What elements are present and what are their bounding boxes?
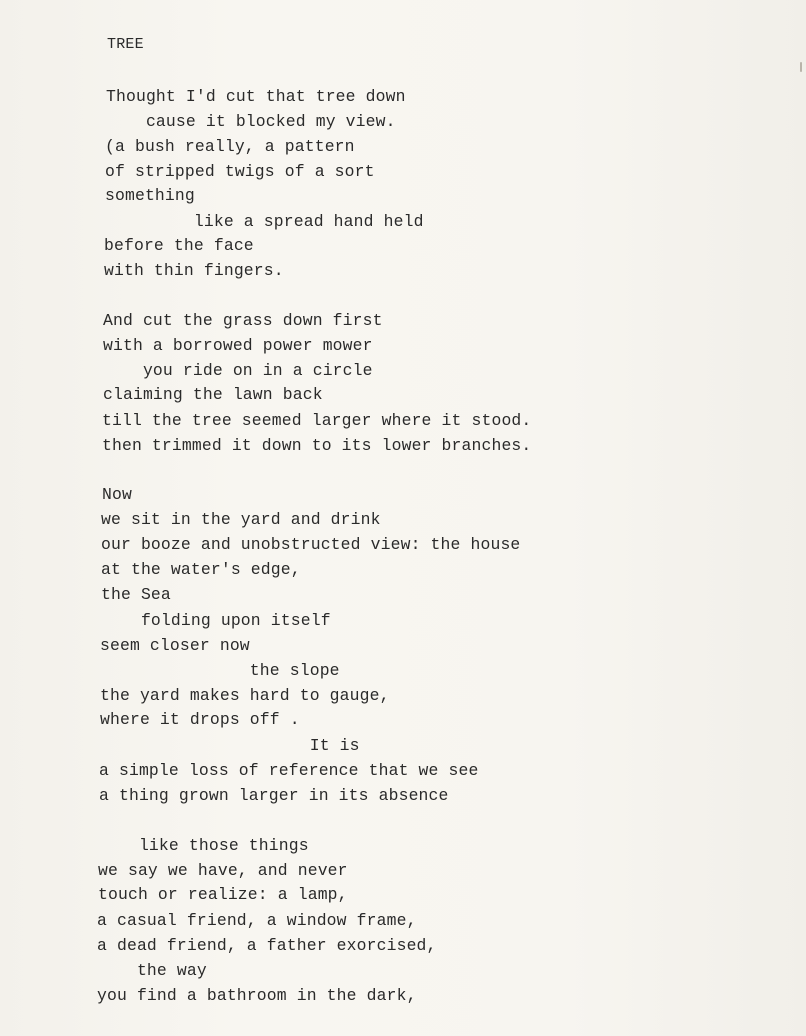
poem-line: seem closer now [100,636,250,655]
poem-line: with a borrowed power mower [103,336,373,355]
poem-line: you find a bathroom in the dark, [97,986,417,1005]
poem-line: touch or realize: a lamp, [98,885,348,904]
poem-line: a thing grown larger in its absence [99,786,449,805]
poem-line: then trimmed it down to its lower branches. [102,436,532,455]
poem-line: with thin fingers. [104,261,284,280]
poem-line: our booze and unobstructed view: the house [101,535,521,554]
poem-line: It is [100,736,360,755]
poem-line: a simple loss of reference that we see [99,761,479,780]
poem-line: the Sea [101,585,171,604]
poem-line: (a bush really, a pattern [105,137,355,156]
poem-line: claiming the lawn back [103,385,323,404]
poem-line: cause it blocked my view. [106,112,396,131]
poem-line: Now [102,485,132,504]
poem-line: folding upon itself [101,611,331,630]
poem-line: like those things [99,836,309,855]
poem-line: a dead friend, a father exorcised, [97,936,437,955]
poem-line: the yard makes hard to gauge, [100,686,390,705]
poem-line: like a spread hand held [104,212,424,231]
poem-line: Thought I'd cut that tree down [106,87,406,106]
poem-line: of stripped twigs of a sort [105,162,375,181]
poem-line: the way [97,961,207,980]
poem-line: we sit in the yard and drink [101,510,381,529]
poem-line: something [105,186,195,205]
paper-mark [800,62,802,72]
poem-line: the slope [100,661,340,680]
poem-line: where it drops off . [100,710,300,729]
poem-line: And cut the grass down first [103,311,383,330]
poem-title: TREE [107,36,144,53]
poem-line: a casual friend, a window frame, [97,911,417,930]
poem-line: you ride on in a circle [103,361,373,380]
poem-line: before the face [104,236,254,255]
poem-line: till the tree seemed larger where it stood. [102,411,532,430]
poem-line: we say we have, and never [98,861,348,880]
poem-line: at the water's edge, [101,560,301,579]
